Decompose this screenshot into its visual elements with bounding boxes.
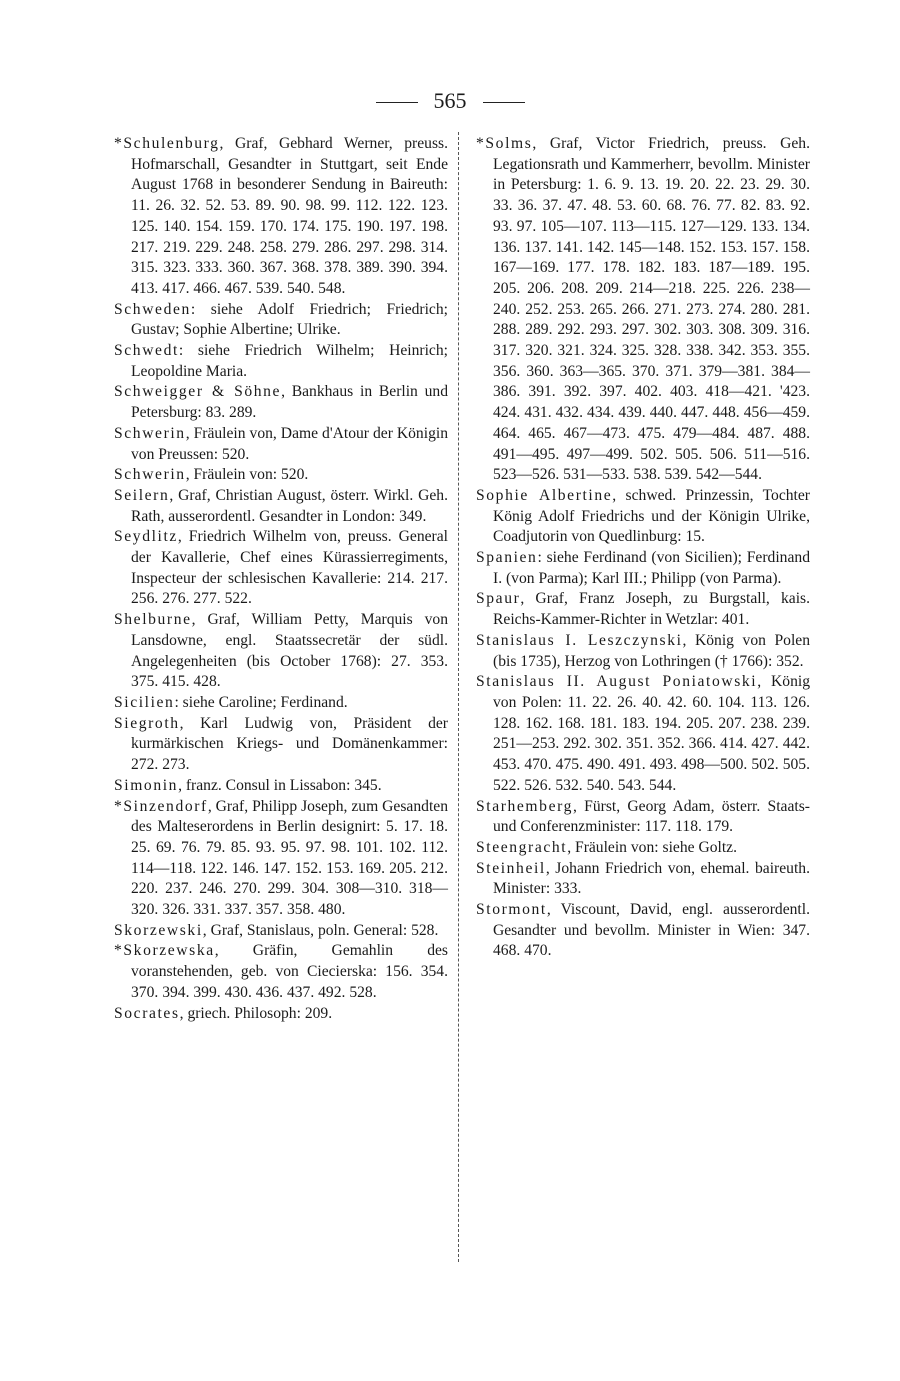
index-entry [476,631,810,672]
entry-headword: Siegroth [114,714,180,732]
entry-text: , Graf, Christian August, österr. Wirkl. Geh. Rath, ausserordentl. Gesandter in London: 349. [131,486,448,525]
entry-text: , Fräulein von: 520. [185,466,309,484]
index-entry [114,714,448,776]
page-header [0,88,900,114]
entry-text: , Graf, Victor Friedrich, preuss. Geh. Legationsrath und Kammerherr, bevollm. Minister in Petersburg: 1. 6. 9. 13. 19. 20. 22. 23. 29. 30. 33. 36. 37. 47. 48. 53. 60. 68. 76. 77. 82. 83. 92. 93. 97. 105—107. 113—115. 127—129. 133. 134. 136. 137. 141. 142. 145—148. 152. 153. 157. 158. 167—169. 177. 178. 182. 183. 187—189. 195. 205. 206. 208. 209. 214—218. 225. 226. 238—240. 252. 253. 265. 266. 271. 273. 274. 280. 281. 288. 289. 292. 293. 297. 302. 303. 308. 309. 316. 317. 320. 321. 324. 325. 328. 338. 342. 353. 355. 356. 360. 363—365. 370. 371. 379—381. 384—386. 391. 392. 397. 402. 403. 418—421. '423. 424. 431. 432. 434. 439. 440. 447. 448. 456—459. 464. 465. 467—473. 475. 479—484. 487. 488. 491—495. 497—499. 502. 505. 506. 511—516. 523—526. 531—533. 538. 539. 542—544. [493,135,810,484]
entry-headword: *Schulenburg [114,135,220,152]
entry-text: : siehe Caroline; Ferdinand. [174,693,348,711]
entry-headword: Spanien [476,549,538,567]
entry-text: , Graf, William Petty, Marquis von Lansdowne, engl. Staatssecretär der südl. Angelegenheiten (bis October 1768): 27. 353. 375. 415. 428. [131,611,448,691]
index-entry [114,527,448,610]
index-entry [476,589,810,630]
entry-headword: *Sinzendorf [114,797,208,815]
entry-headword: Seydlitz [114,528,178,546]
entry-text: , Johann Friedrich von, ehemal. baireuth. Minister: 333. [493,859,810,898]
entry-headword: Stormont [476,901,547,919]
index-column-left [114,134,448,1024]
entry-text: , Graf, Philipp Joseph, zum Gesandten des Malteserordens in Berlin designirt: 5. 17. 18. 25. 69. 76. 79. 85. 93. 95. 97. 98. 101. 102. 112. 114—118. 122. 146. 147. 152. 153. 169. 205. 212. 220. 237. 246. 270. 299. 304. 308—310. 318—320. 326. 331. 337. 357. 358. 480. [131,797,448,919]
index-entry [476,859,810,900]
index-entry [114,941,448,1003]
entry-headword: Steengracht [476,838,568,856]
entry-headword: Schwerin [114,424,186,442]
entry-text: , griech. Philosoph: 209. [179,1004,333,1022]
entry-headword: Starhemberg [476,797,573,815]
index-entry [476,486,810,548]
index-entry [476,838,810,859]
index-entry [114,1004,448,1025]
index-entry [114,424,448,465]
entry-text: : siehe Adolf Friedrich; Friedrich; Gustav; Sophie Albertine; Ulrike. [131,300,448,339]
entry-headword: Schweigger & Söhne [114,383,282,401]
index-entry [114,610,448,693]
entry-headword: Schwedt [114,342,179,360]
index-entry [476,134,810,486]
index-column-right [476,134,810,962]
entry-headword: Seilern [114,486,170,504]
index-entry [114,797,448,921]
index-entry [114,300,448,341]
entry-text: , Karl Ludwig von, Präsident der kurmärkischen Kriegs- und Domänenkammer: 272. 273. [131,714,448,774]
entry-text: , Fräulein von, Dame d'Atour der Königin von Preussen: 520. [131,424,448,463]
index-entry [476,672,810,796]
entry-text: : siehe Friedrich Wilhelm; Heinrich; Leopoldine Maria. [131,342,448,380]
entry-headword: Sicilien [114,693,175,711]
index-entry [114,776,448,797]
entry-text: , Graf, Gebhard Werner, preuss. Hofmarschall, Gesandter in Stuttgart, seit Ende August 1768 in besonderer Sendung in Baireuth: 11. 26. 32. 52. 53. 89. 90. 98. 99. 112. 122. 123. 125. 140. 154. 159. 170. 174. 175. 190. 197. 198. 217. 219. 229. 248. 258. 279. 286. 297. 298. 314. 315. 323. 333. 360. 367. 368. 378. 389. 390. 394. 413. 417. 466. 467. 539. 540. 548. [131,135,448,297]
entry-headword: Simonin [114,776,179,794]
entry-text: , König von Polen (bis 1735), Herzog von Lothringen († 1766): 352. [493,631,810,670]
entry-headword: Spaur [476,590,521,608]
index-entry [114,134,448,300]
entry-text: , Graf, Stanislaus, poln. General: 528. [202,921,439,939]
entry-text: , Fräulein von: siehe Goltz. [567,838,737,856]
index-entry [476,548,810,589]
header-rule-left [376,102,418,103]
entry-headword: Shelburne [114,611,192,629]
column-divider [458,132,459,1262]
entry-headword: Stanislaus I. Leszczynski [476,631,683,649]
entry-text: : siehe Ferdinand (von Sicilien); Ferdinand I. (von Parma); Karl III.; Philipp (von Parma). [493,549,810,587]
index-entry [114,486,448,527]
index-entry [114,465,448,486]
entry-headword: *Solms [476,135,533,152]
entry-text: , Bankhaus in Berlin und Petersburg: 83. 289. [131,383,448,422]
entry-headword: Skorzewski [114,921,203,939]
entry-text: , franz. Consul in Lissabon: 345. [178,776,382,794]
entry-text: , Viscount, David, engl. ausserordentl. Gesandter und bevollm. Minister in Wien: 347. 468. 470. [493,901,810,960]
index-entry [114,921,448,942]
index-entry [114,341,448,382]
entry-headword: *Skorzewska [114,942,215,960]
entry-headword: Socrates [114,1004,180,1022]
entry-text: , Friedrich Wilhelm von, preuss. General der Kavallerie, Chef eines Kürassierregiments, Inspecteur der schlesischen Kavallerie: 214. 217. 256. 276. 277. 522. [131,528,448,608]
index-entry [114,382,448,423]
entry-text: , Graf, Franz Joseph, zu Burgstall, kais. Reichs-Kammer-Richter in Wetzlar: 401. [493,590,810,629]
entry-text: , Gräfin, Gemahlin des voranstehenden, geb. von Ciecierska: 156. 354. 370. 394. 399. 430. 436. 437. 492. 528. [131,942,448,1001]
entry-text: , König von Polen: 11. 22. 26. 40. 42. 60. 104. 113. 126. 128. 162. 168. 181. 183. 194. 205. 207. 238. 239. 251—253. 292. 302. 351. 352. 366. 414. 427. 442. 453. 470. 475. 490. 491. 493. 498—500. 502. 505. 522. 526. 532. 540. 543. 544. [493,673,811,794]
index-entry [476,797,810,838]
header-rule-right [483,102,525,103]
entry-headword: Sophie Albertine [476,486,613,504]
entry-text: , schwed. Prinzessin, Tochter König Adolf Friedrichs und der Königin Ulrike, Coadjutorin von Quedlinburg: 15. [493,486,810,546]
entry-text: , Fürst, Georg Adam, österr. Staats- und Conferenzminister: 117. 118. 179. [493,797,810,836]
entry-headword: Stanislaus II. August Poniatowski [476,673,758,691]
page-number: 565 [433,88,467,113]
index-entry [114,693,448,714]
index-entry [476,900,810,962]
entry-headword: Schwerin [114,466,186,484]
entry-headword: Schweden [114,300,191,318]
entry-headword: Steinheil [476,859,546,877]
